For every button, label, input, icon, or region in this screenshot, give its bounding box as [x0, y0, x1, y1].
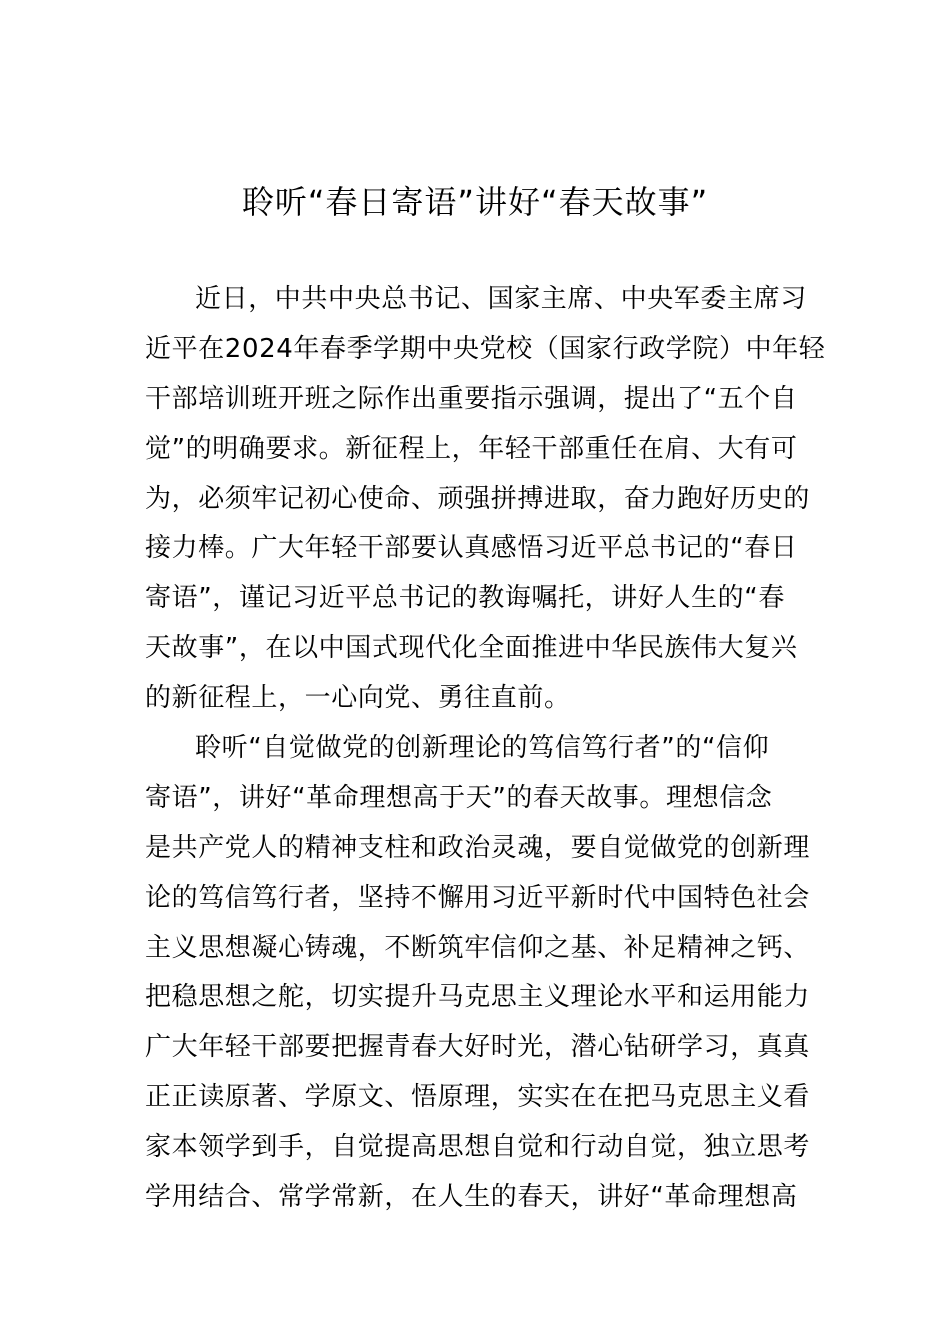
- paragraph-line: 把稳思想之舵，切实提升马克思主义理论水平和运用能力: [145, 982, 811, 1013]
- paragraph-line: 是共产党人的精神支柱和政治灵魂，要自觉做党的创新理: [145, 832, 811, 863]
- document-body: [145, 275, 826, 1223]
- paragraph-line: 干部培训班开班之际作出重要指示强调，提出了“五个自: [145, 383, 798, 414]
- paragraph-line: 接力棒。广大年轻干部要认真感悟习近平总书记的“春日: [145, 533, 798, 564]
- paragraph-line: 的新征程上，一心向党、勇往直前。: [145, 683, 571, 714]
- paragraph-line: 家本领学到手，自觉提高思想自觉和行动自觉，独立思考: [145, 1132, 811, 1163]
- paragraph-line: 论的笃信笃行者，坚持不懈用习近平新时代中国特色社会: [145, 882, 811, 913]
- paragraph-line: 主义思想凝心铸魂，不断筑牢信仰之基、补足精神之钙、: [145, 932, 811, 963]
- paragraph-line: 广大年轻干部要把握青春大好时光，潜心钻研学习，真真: [145, 1032, 811, 1063]
- paragraph-line: 为，必须牢记初心使命、顽强拼搏进取，奋力跑好历史的: [145, 483, 811, 514]
- paragraph-line: 近平在2024年春季学期中央党校（国家行政学院）中年轻: [145, 333, 826, 364]
- paragraph-line: 学用结合、常学常新，在人生的春天，讲好“革命理想高: [145, 1182, 798, 1213]
- paragraph-line: 寄语”，谨记习近平总书记的教诲嘱托，讲好人生的“春: [145, 583, 785, 614]
- paragraph-line: 天故事”，在以中国式现代化全面推进中华民族伟大复兴: [145, 633, 798, 664]
- paragraph-line: 聆听“自觉做党的创新理论的笃信笃行者”的“信仰: [195, 733, 770, 764]
- paragraph-line: 寄语”，讲好“革命理想高于天”的春天故事。理想信念: [145, 782, 773, 813]
- paragraph-line: 近日，中共中央总书记、国家主席、中央军委主席习: [195, 284, 807, 314]
- paragraph-line: 觉”的明确要求。新征程上，年轻干部重任在肩、大有可: [145, 433, 798, 464]
- paragraph-line: 正正读原著、学原文、悟原理，实实在在把马克思主义看: [145, 1082, 811, 1113]
- document-title: 聆听“春日寄语”讲好“春天故事”: [241, 183, 709, 221]
